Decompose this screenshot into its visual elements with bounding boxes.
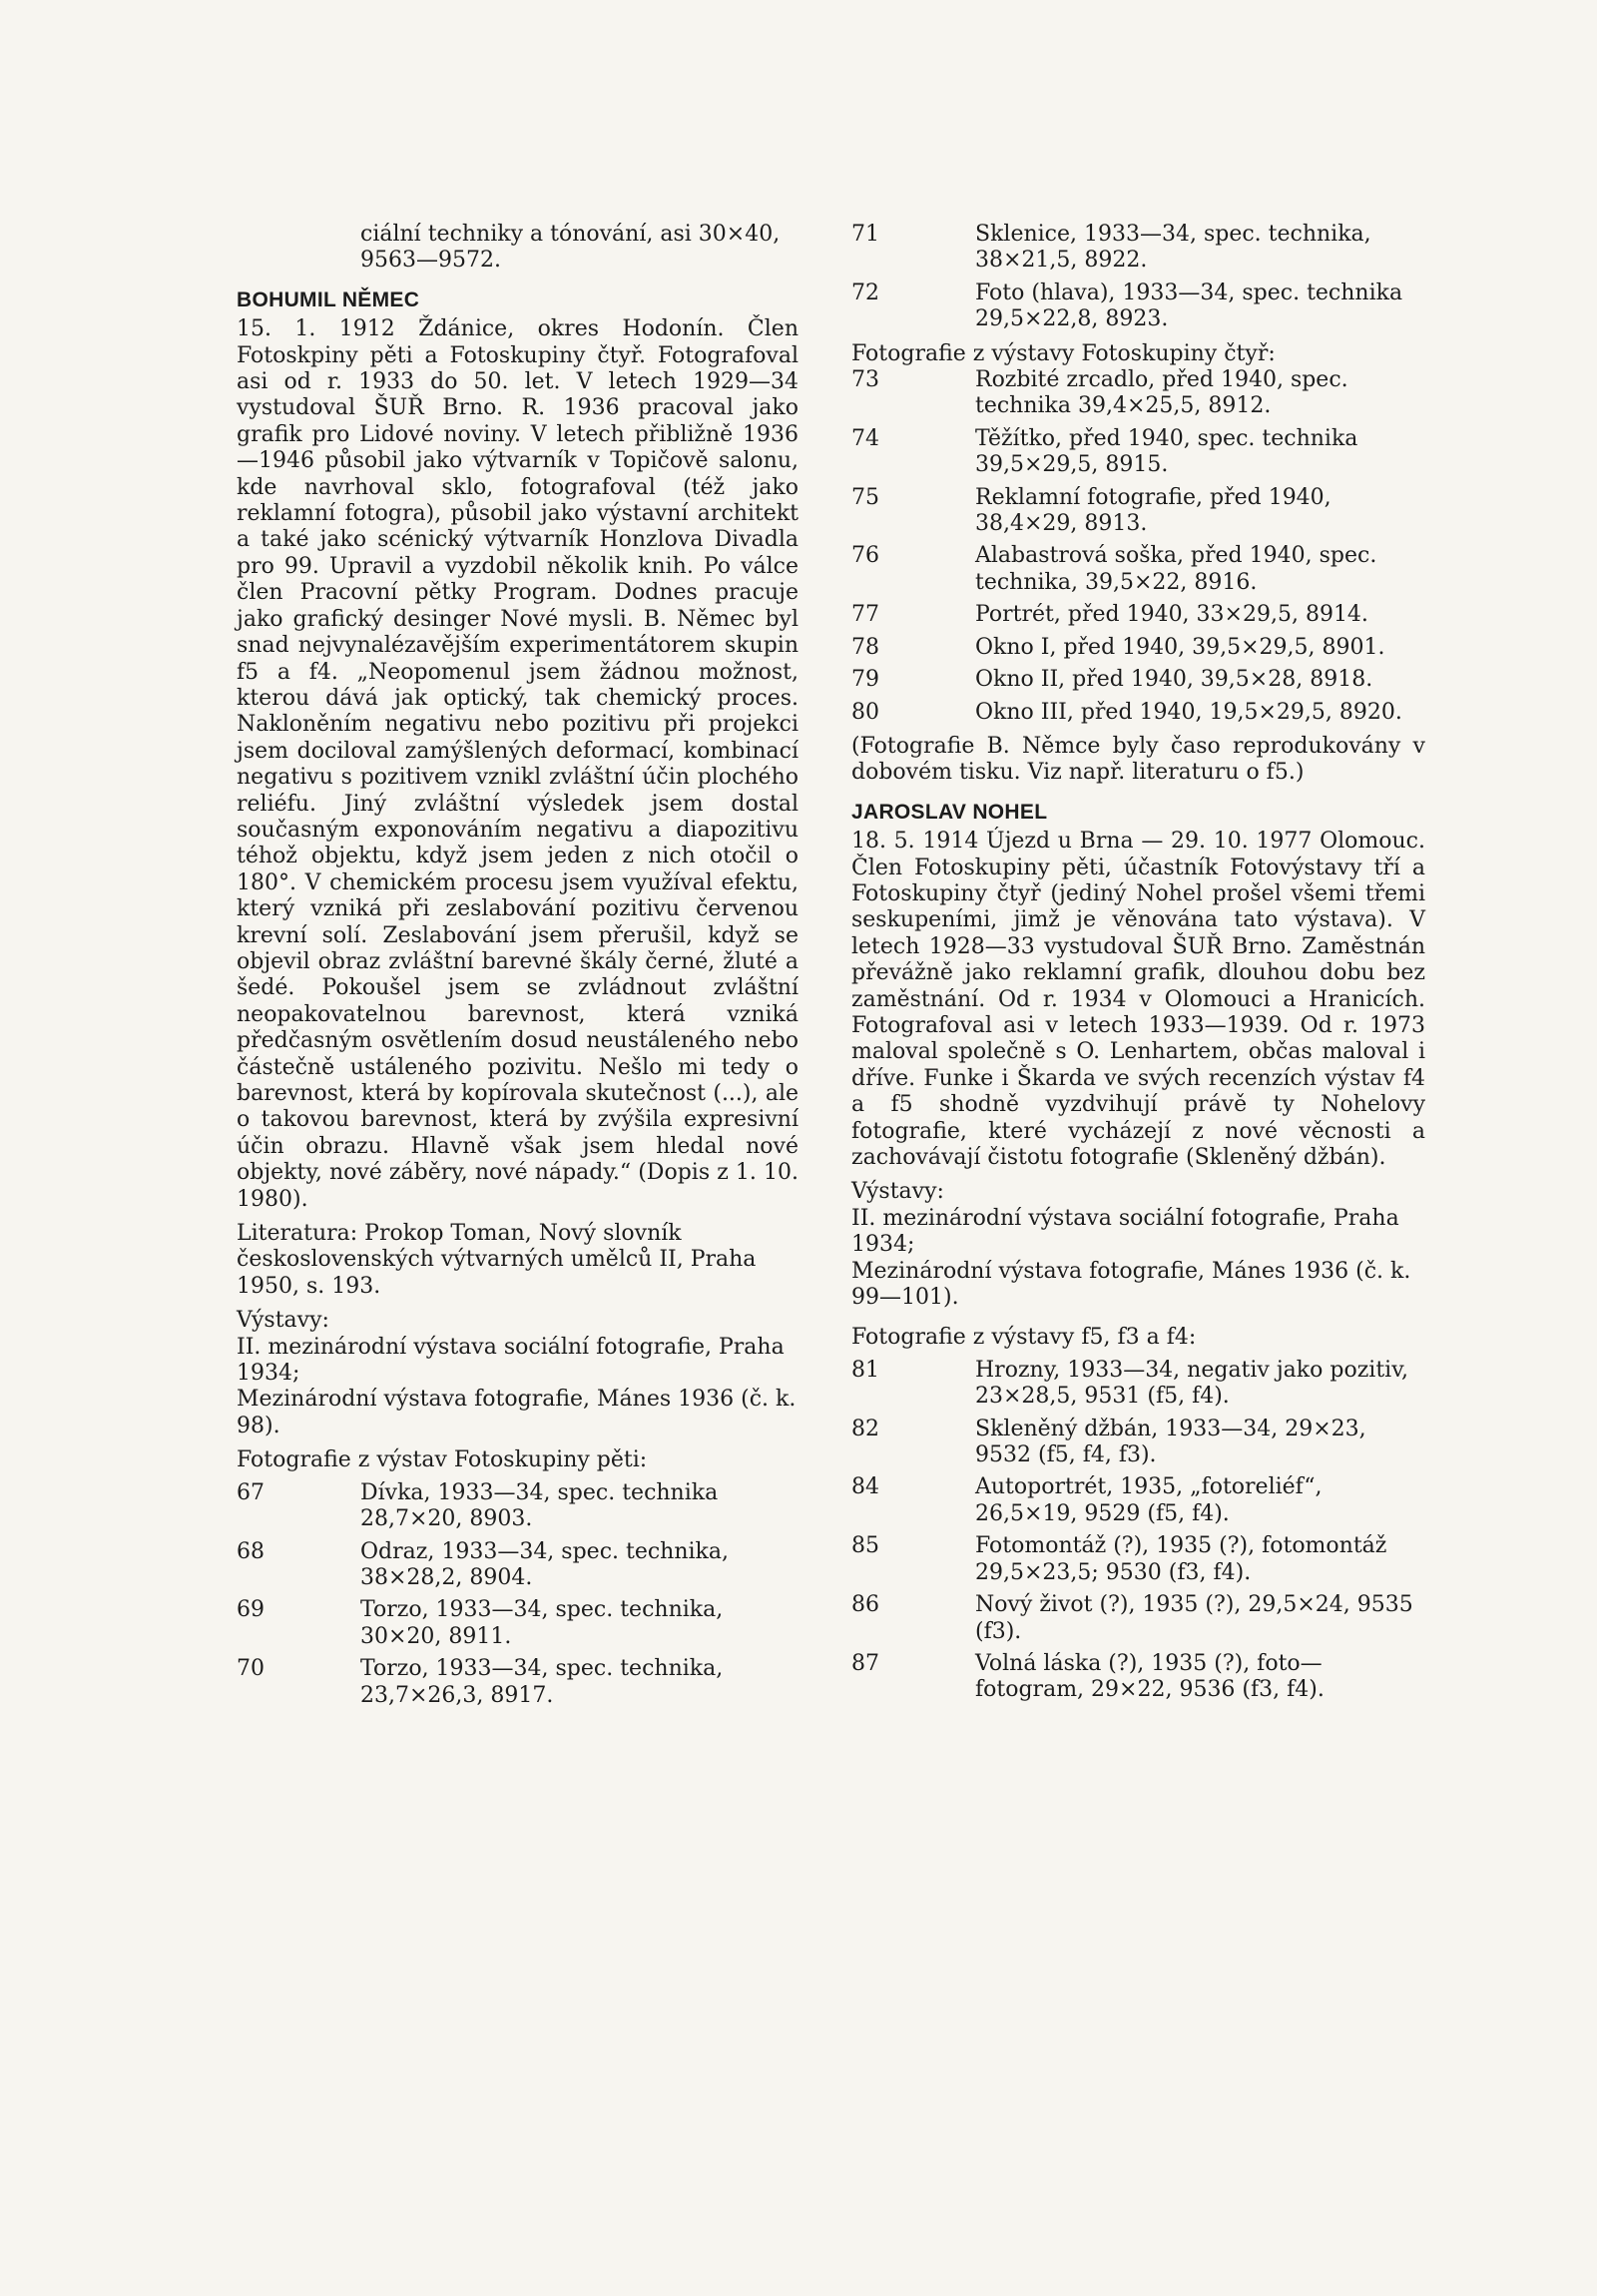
entry-number: 85 [851, 1533, 879, 1559]
entry-number: 68 [237, 1538, 265, 1564]
catalog-entry [237, 1656, 798, 1709]
catalog-entry [851, 1592, 1425, 1645]
biography-nohel: 18. 5. 1914 Újezd u Brna — 29. 10. 1977 Olomouc. Člen Fotoskupiny pěti, účastník Fotovýstavy tří a Fotoskupiny čtyř (jediný Nohel prošel všemi třemi seskupeními, jimž je věnována tato výstava). V letech 1928—33 vystudoval ŠUŘ Brno. Zaměstnán převážně jako reklamní grafik, dlouhou dobu bez zaměstnání. Od r. 1934 v Olomouci a Hranicích. Fotografoval asi v letech 1933—1939. Od r. 1973 maloval společně s O. Lenhartem, občas maloval i dříve. Funke i Škarda ve svých recenzích výstav f4 a f5 shodně vyzdvihují právě ty Nohelovy fotografie, které vycházejí z nové věcnosti a zachovávají čistotu fotografie (Skleněný džbán). [851, 829, 1425, 1170]
catalog-entry [851, 667, 1425, 693]
entry-text: Okno II, před 1940, 39,5×28, 8918. [975, 667, 1373, 693]
entry-number: 69 [237, 1597, 265, 1623]
intro-continuation: ciální techniky a tónování, asi 30×40, 9563—9572. [360, 222, 781, 274]
entry-text: Alabastrová soška, před 1940, spec. technika, 39,5×22, 8916. [975, 543, 1377, 595]
exhibition-item: II. mezinárodní výstava sociální fotografie, Praha 1934; [237, 1334, 785, 1387]
entry-number: 81 [851, 1357, 879, 1383]
photos-label: Fotografie z výstavy Fotoskupiny čtyř: [851, 340, 1276, 366]
entry-text: Torzo, 1933—34, spec. technika, 23,7×26,3, 8917. [360, 1656, 724, 1708]
catalog-entry [851, 543, 1425, 596]
catalog-entry [851, 635, 1425, 661]
catalog-entry [851, 1417, 1425, 1469]
section-heading-nohel: JAROSLAV NOHEL [851, 800, 1048, 824]
exhibition-item: II. mezinárodní výstava sociální fotografie, Praha 1934; [851, 1205, 1399, 1258]
entry-text: Fotomontáž (?), 1935 (?), fotomontáž 29,5×23,5; 9530 (f3, f4). [975, 1533, 1387, 1585]
entry-number: 73 [851, 367, 879, 393]
entry-number: 86 [851, 1592, 879, 1618]
right-column [851, 222, 1425, 1704]
photos-label: Fotografie z výstavy f5, f3 a f4: [851, 1325, 1197, 1351]
entry-number: 78 [851, 634, 879, 660]
section-heading-nemec: BOHUMIL NĚMEC [237, 287, 420, 311]
entry-number: 79 [851, 667, 879, 693]
entry-number: 71 [851, 222, 879, 247]
entry-number: 77 [851, 602, 879, 628]
entry-text: Okno I, před 1940, 39,5×29,5, 8901. [975, 634, 1385, 660]
biography-nemec: 15. 1. 1912 Ždánice, okres Hodonín. Člen Fotoskpiny pěti a Fotoskupiny čtyř. Fotografoval asi od r. 1933 do 50. let. V letech 1929—34 vystudoval ŠUŘ Brno. R. 1936 pracoval jako grafik pro Lidové noviny. V letech přibližně 1936—1946 působil jako výtvarník v Topičově salonu, kde navrhoval sklo, fotografoval (též jako reklamní fotogra), působil jako výstavní architekt a také jako scénický výtvarník Honzlova Divadla pro 99. Upravil a vyzdobil několik knih. Po válce člen Pracovní pětky Program. Dodnes pracuje jako grafický desinger Nové mysli. B. Němec byl snad nejvynalézavějším experimentátorem skupin f5 a f4. „Neopomenul jsem žádnou možnost, kterou dává jak optický, tak chemický proces. Nakloněním negativu nebo pozitivu při projekci jsem dociloval zamýšlených deformací, kombinací negativu s pozitivem vznikl zvláštní účin plochého reliéfu. Jiný zvláštní výsledek jsem dostal současným exponováním negativu a diapozitivu téhož objektu, když jsem jeden z nich otočil o 180°. V chemickém procesu jsem využíval efektu, který vzniká při zeslabování pozitivu červenou krevní solí. Zeslabování jsem přerušil, když se objevil obraz zvláštní barevné škály černé, žluté a šedé. Pokoušel jsem se zvládnout zvláštní neopakovatelnou barevnost, která vzniká předčasným osvětlením dosud neustáleného nebo částečně ustáleného pozivitu. Nešlo mi tedy o barevnost, která by kopírovala skutečnost (...), ale o takovou barevnost, která by zvýšila expresivní účin obrazu. Hlavně však jsem hledal nové objekty, nové záběry, nové nápady.“ (Dopis z 1. 10. 1980). [237, 316, 798, 1212]
entry-text: Foto (hlava), 1933—34, spec. technika 29,5×22,8, 8923. [975, 280, 1403, 332]
catalog-entry [851, 602, 1425, 628]
entry-text: Okno III, před 1940, 19,5×29,5, 8920. [975, 699, 1402, 725]
entry-number: 87 [851, 1650, 879, 1676]
exhibition-item: Mezinárodní výstava fotografie, Mánes 1936 (č. k. 98). [237, 1387, 797, 1438]
entry-list [851, 222, 1425, 333]
catalog-entry [237, 1480, 798, 1533]
entry-text: Volná láska (?), 1935 (?), foto—fotogram, 29×22, 9536 (f3, f4). [975, 1650, 1325, 1703]
entry-text: Nový život (?), 1935 (?), 29,5×24, 9535 (f3). [975, 1592, 1413, 1644]
entry-list [851, 367, 1425, 726]
catalog-entry [851, 426, 1425, 479]
left-column [237, 222, 798, 1709]
entry-text: Portrét, před 1940, 33×29,5, 8914. [975, 602, 1368, 628]
entry-number: 70 [237, 1656, 265, 1682]
entry-text: Těžítko, před 1940, spec. technika 39,5×29,5, 8915. [975, 425, 1358, 478]
exhibitions-label: Výstavy: [851, 1179, 944, 1205]
entry-number: 76 [851, 543, 879, 569]
entry-text: Hrozny, 1933—34, negativ jako pozitiv, 23×28,5, 9531 (f5, f4). [975, 1357, 1409, 1410]
exhibitions-label: Výstavy: [237, 1308, 329, 1334]
entry-number: 67 [237, 1479, 265, 1505]
catalog-entry [851, 367, 1425, 420]
entry-text: Rozbité zrcadlo, před 1940, spec. technika 39,4×25,5, 8912. [975, 367, 1348, 419]
entry-text: Reklamní fotografie, před 1940, 38,4×29, 8913. [975, 484, 1331, 537]
exhibition-item: Mezinárodní výstava fotografie, Mánes 1936 (č. k. 99—101). [851, 1258, 1411, 1311]
entry-text: Autoportrét, 1935, „fotoreliéf“, 26,5×19, 9529 (f5, f4). [975, 1474, 1323, 1526]
entry-list [237, 1480, 798, 1709]
catalog-entry [237, 1539, 798, 1592]
catalog-entry [851, 281, 1425, 333]
entry-text: Dívka, 1933—34, spec. technika 28,7×20, 8903. [360, 1479, 719, 1532]
entry-number: 84 [851, 1474, 879, 1500]
entry-text: Skleněný džbán, 1933—34, 29×23, 9532 (f5, f4, f3). [975, 1416, 1366, 1468]
catalog-entry [851, 222, 1425, 275]
catalog-entry [851, 1358, 1425, 1411]
literature-nemec: Literatura: Prokop Toman, Nový slovník československých výtvarných umělců II, Praha 1950, s. 193. [237, 1221, 757, 1299]
catalog-entry [851, 1474, 1425, 1527]
entry-number: 75 [851, 484, 879, 510]
entry-text: Torzo, 1933—34, spec. technika, 30×20, 8911. [360, 1597, 724, 1649]
catalog-entry [851, 1533, 1425, 1586]
entry-text: Sklenice, 1933—34, spec. technika, 38×21,5, 8922. [975, 222, 1371, 274]
catalog-entry [851, 700, 1425, 726]
photos-label: Fotografie z výstav Fotoskupiny pěti: [237, 1447, 648, 1473]
entry-text: Odraz, 1933—34, spec. technika, 38×28,2, 8904. [360, 1538, 729, 1590]
entry-number: 72 [851, 280, 879, 305]
entry-list [851, 1358, 1425, 1704]
reproduction-note: (Fotografie B. Němce byly časo reprodukovány v dobovém tisku. Viz např. literaturu o f5.) [851, 733, 1425, 786]
entry-number: 82 [851, 1416, 879, 1441]
catalog-entry [237, 1597, 798, 1650]
catalog-entry [851, 1651, 1425, 1704]
entry-number: 80 [851, 699, 879, 725]
catalog-entry [851, 485, 1425, 538]
entry-number: 74 [851, 425, 879, 451]
